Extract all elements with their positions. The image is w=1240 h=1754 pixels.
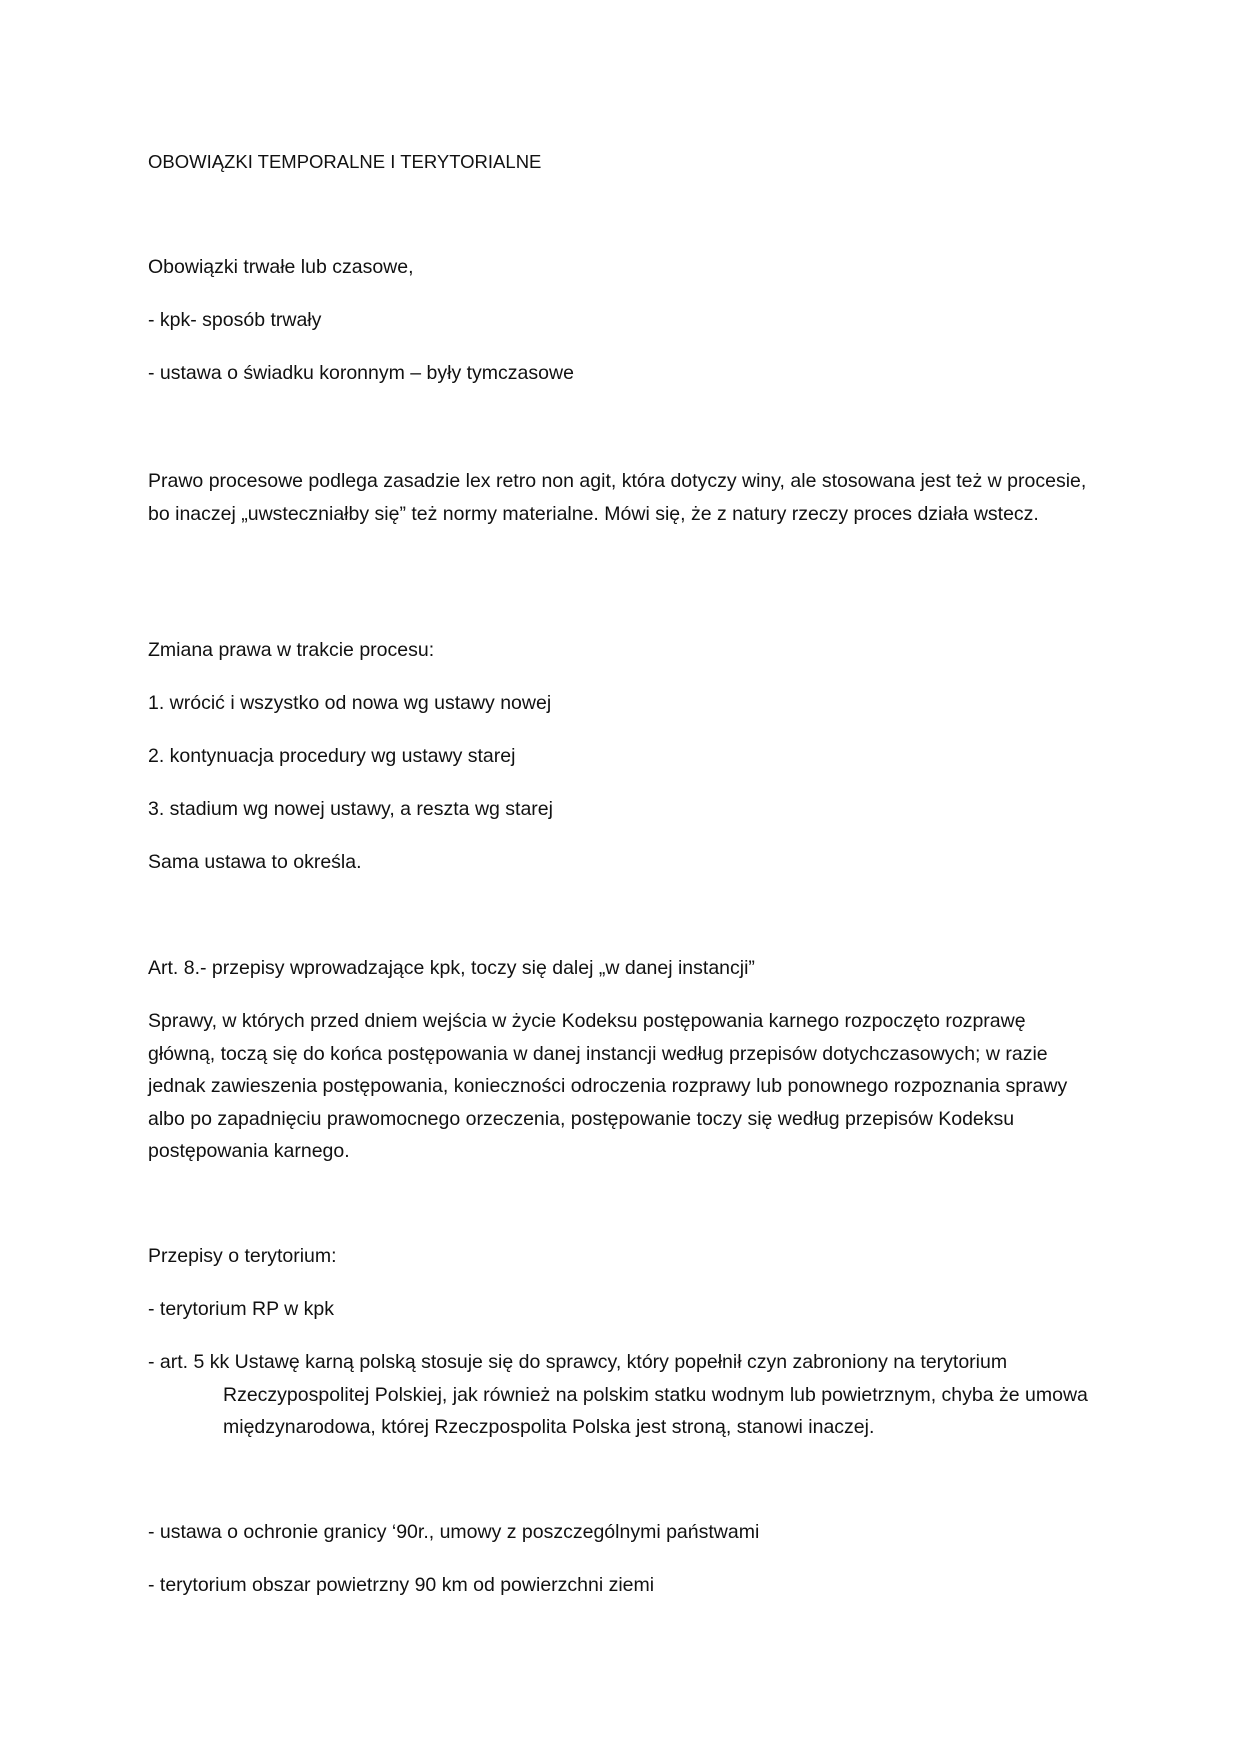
section2-item-2: 2. kontynuacja procedury wg ustawy starej xyxy=(148,745,516,767)
section2-heading: Zmiana prawa w trakcie procesu: xyxy=(148,639,435,661)
section1-heading: Obowiązki trwałe lub czasowe, xyxy=(148,256,414,278)
section1-item-2: - ustawa o świadku koronnym – były tymczasowe xyxy=(148,362,574,384)
section2-closing: Sama ustawa to określa. xyxy=(148,851,362,873)
document-title: OBOWIĄZKI TEMPORALNE I TERYTORIALNE xyxy=(148,151,542,172)
section3-item-1: - terytorium RP w kpk xyxy=(148,1298,335,1320)
paragraph-lex-retro: Prawo procesowe podlega zasadzie lex retro non agit, która dotyczy winy, ale stosowana jest też w procesie, bo inaczej „uwsteczniałby się” też normy materialne. Mówi się, że z natury rzeczy proces działa wstecz. xyxy=(148,470,1087,525)
section1-item-1: - kpk- sposób trwały xyxy=(148,309,322,331)
art5-kk-text: - art. 5 kk Ustawę karną polską stosuje się do sprawcy, który popełnił czyn zabroniony na terytorium Rzeczypospolitej Polskiej, jak również na polskim statku wodnym lub powietrznym, chyba że umowa międzynarodowa, której Rzeczpospolita Polska jest stroną, stanowi inaczej. xyxy=(148,1351,1088,1438)
section2-item-1: 1. wrócić i wszystko od nowa wg ustawy nowej xyxy=(148,692,552,714)
section3-item-3: - terytorium obszar powietrzny 90 km od powierzchni ziemi xyxy=(148,1574,655,1596)
section3-item-2: - ustawa o ochronie granicy ‘90r., umowy z poszczególnymi państwami xyxy=(148,1521,760,1543)
art8-heading: Art. 8.- przepisy wprowadzające kpk, toczy się dalej „w danej instancji” xyxy=(148,957,755,979)
section2-item-3: 3. stadium wg nowej ustawy, a reszta wg starej xyxy=(148,798,553,820)
section3-heading: Przepisy o terytorium: xyxy=(148,1245,337,1267)
art8-text: Sprawy, w których przed dniem wejścia w życie Kodeksu postępowania karnego rozpoczęto rozprawę główną, toczą się do końca postępowania w danej instancji według przepisów dotychczasowych; w razie jednak zawieszenia postępowania, konieczności odroczenia rozprawy lub ponownego rozpoznania sprawy albo po zapadnięciu prawomocnego orzeczenia, postępowanie toczy się według przepisów Kodeksu postępowania karnego. xyxy=(148,1010,1068,1162)
